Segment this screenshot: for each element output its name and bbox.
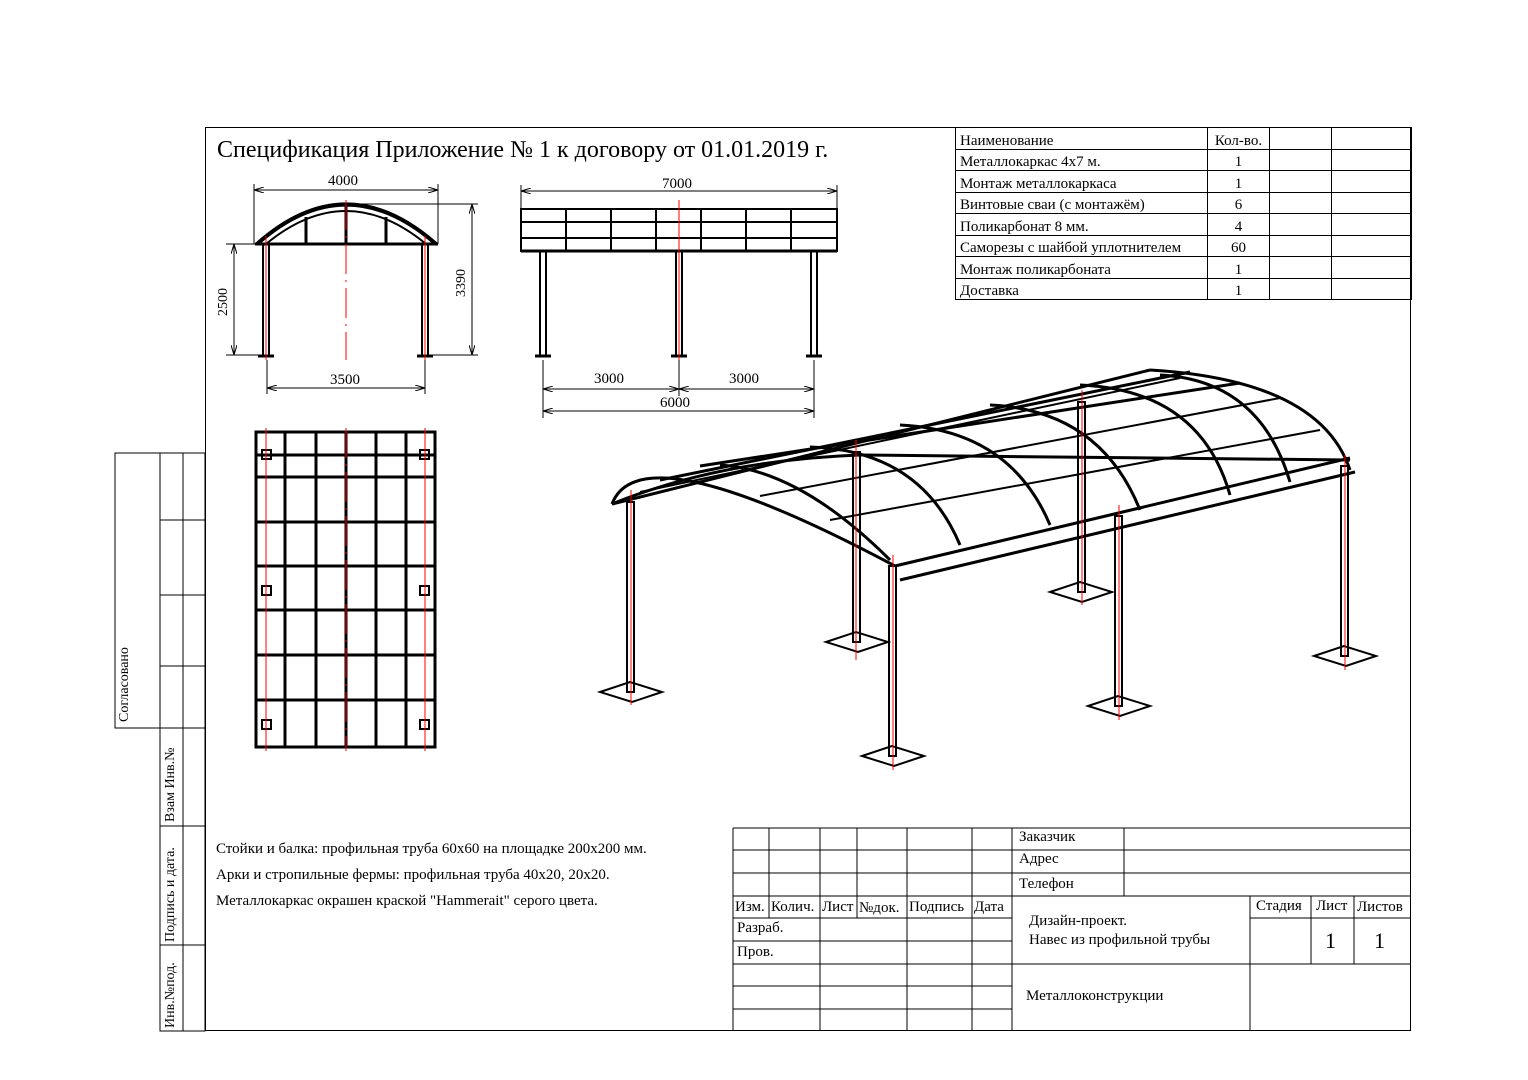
- table-row: Доставка 1: [956, 278, 1412, 300]
- project-line2: Навес из профильной трубы: [1029, 932, 1211, 948]
- project-line1: Дизайн-проект.: [1029, 913, 1128, 929]
- isometric-view: [600, 370, 1376, 770]
- razrab-label: Разраб.: [737, 920, 784, 936]
- col-ndok: №док.: [859, 900, 900, 916]
- col-list: Лист: [822, 899, 854, 915]
- col-kolich: Колич.: [771, 899, 815, 915]
- dim-front-base: 3500: [330, 372, 360, 388]
- notes: [216, 836, 647, 914]
- page-title: Спецификация Приложение № 1 к договору от 01.01.2019 г.: [217, 137, 829, 163]
- col-podpis: Подпись: [909, 899, 965, 915]
- dim-front-height: 2500: [216, 288, 231, 316]
- side-strip: [115, 453, 205, 1031]
- sheets-label: Листов: [1357, 899, 1403, 915]
- address-label: Адрес: [1019, 851, 1059, 867]
- phone-label: Телефон: [1019, 876, 1074, 892]
- prov-label: Пров.: [737, 944, 774, 960]
- note-line: Арки и стропильные фермы: профильная труба 40х20, 20х20.: [216, 867, 610, 883]
- vzam-label: Взам Инв.№: [163, 747, 178, 822]
- sheets-value: 1: [1374, 928, 1385, 953]
- customer-label: Заказчик: [1019, 829, 1076, 845]
- sheet-label: Лист: [1316, 898, 1348, 914]
- table-row: Монтаж металлокаркаса 1: [956, 171, 1412, 193]
- col-izm: Изм.: [735, 899, 765, 915]
- table-row: Металлокаркас 4х7 м. 1: [956, 149, 1412, 171]
- podpis-label: Подпись и дата.: [163, 847, 178, 942]
- table-row: Монтаж поликарбоната 1: [956, 257, 1412, 279]
- sheet-value: 1: [1325, 928, 1336, 953]
- dim-front-total-height: 3390: [454, 269, 469, 297]
- table-row: Поликарбонат 8 мм. 4: [956, 214, 1412, 236]
- stage-label: Стадия: [1256, 898, 1302, 914]
- plan-view: [256, 428, 435, 751]
- table-row: Саморезы с шайбой уплотнителем 60: [956, 235, 1412, 257]
- side-view: [521, 185, 837, 418]
- front-view: [226, 184, 478, 394]
- col-data: Дата: [974, 899, 1004, 915]
- inv-label: Инв.№под.: [163, 962, 178, 1028]
- dim-side-span-left: 3000: [594, 371, 624, 387]
- table-row: Винтовые сваи (с монтажём) 6: [956, 192, 1412, 214]
- dim-front-width: 4000: [328, 173, 358, 189]
- dim-side-length: 7000: [662, 176, 692, 192]
- header-name: Наименование: [956, 128, 1208, 150]
- note-line: Стойки и балка: профильная труба 60х60 на площадке 200х200 мм.: [216, 841, 647, 857]
- note-line: Металлокаркас окрашен краской "Hammerait" серого цвета.: [216, 893, 598, 909]
- agreed-label: Согласовано: [117, 647, 132, 722]
- org-label: Металлоконструкции: [1026, 988, 1164, 1004]
- header-qty: Кол-во.: [1208, 128, 1270, 150]
- dim-side-span-right: 3000: [729, 371, 759, 387]
- dim-side-base: 6000: [660, 395, 690, 411]
